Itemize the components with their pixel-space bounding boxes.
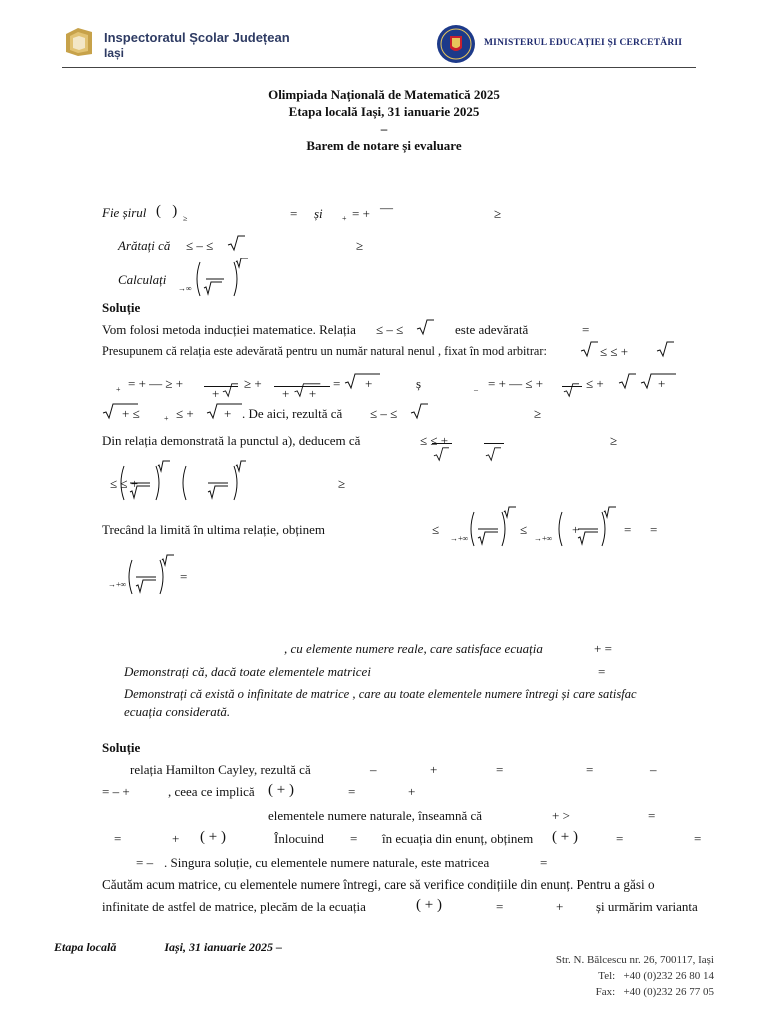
p2-sol-op: – — [650, 762, 657, 777]
p1-sol-line-4-b: ≤ + — [176, 406, 194, 421]
p2-sol-line-4-i: = — [694, 831, 702, 846]
p2-sol-line-3-ops: + > — [552, 808, 570, 823]
p1-sol-line-4-text: . De aici, rezultă că — [242, 406, 343, 421]
sqrt-icon — [563, 382, 579, 403]
p1-part-b: Calculați — [118, 272, 167, 287]
p1-sol-line-5-rel: ≤ ≤ + — [420, 433, 449, 448]
p2-sol-op: – — [370, 762, 377, 777]
inspectorate-name: Inspectoratul Școlar Județean — [104, 30, 290, 45]
p2-sol-line-5-a: = – — [136, 855, 154, 870]
sqrt-icon — [416, 318, 434, 341]
p1-sol-line-3-e: = + — ≤ + — [488, 376, 544, 391]
p1-sol-line-3-c: = — [333, 376, 341, 391]
footer-tel-number: +40 (0)232 26 80 14 — [623, 970, 714, 982]
p1-sol-line-4-geq: ≥ — [534, 406, 542, 421]
p2-sol-op: + — [430, 762, 438, 777]
p1-sol-line-2: Presupunem că relația este adevărată pentru un număr natural nenul , fixat în mod arbitrar: — [102, 344, 547, 358]
p1-sub-plus: + — [116, 385, 121, 394]
p2-part-a-eq: = — [598, 664, 606, 679]
p2-solution-title: Soluție — [102, 740, 141, 755]
p1-sol-line-3-den: + — [212, 386, 220, 401]
p1-sol-line-3-g: + — [658, 376, 666, 391]
p1-sol-line-3-f: ≤ + — [586, 376, 604, 391]
p2-sol-line-4-e: = — [350, 831, 358, 846]
p1-sol-line-8-expr — [124, 554, 180, 605]
header-divider — [62, 67, 696, 68]
title-line-1: Olimpiada Națională de Matematică 2025 — [268, 87, 500, 102]
p1-sol-line-7-eq1: = — [624, 522, 632, 537]
p1-statement-prefix: Fie șirul — [102, 205, 147, 220]
p1-sol-line-6-geq: ≥ — [338, 476, 346, 491]
footer-stage-date: Iași, 31 ianuarie 2025 – — [164, 940, 283, 954]
fraction-bar — [484, 443, 504, 444]
p1-sol-line-4-c: + — [224, 406, 232, 421]
p1-sol-line-7: Trecând la limită în ultima relație, obținem — [102, 522, 325, 537]
p2-statement-eq: + = — [594, 641, 612, 656]
p1-sol-line-1-rel: ≤ – ≤ — [376, 322, 404, 337]
footer-tel — [484, 968, 714, 984]
p1-sol-line-3-s: ș — [416, 376, 422, 391]
sqrt-icon — [580, 340, 598, 363]
p1-sol-line-1-eq: = — [582, 322, 590, 337]
p2-part-b-line-1: Demonstrați că există o infinitate de matrice , care au toate elementele numere întregi și care satisfac — [124, 687, 637, 701]
p1-sol-line-2-rel: ≤ ≤ + — [600, 344, 629, 359]
p2-sol-line-4-h: = — [616, 831, 624, 846]
p1-sol-line-8-eq: = — [180, 569, 188, 584]
sqrt-icon — [222, 382, 238, 403]
p2-sol-line-2-b: , ceea ce implică — [168, 784, 255, 799]
sqrt-icon — [227, 234, 245, 257]
p1-si: și — [314, 206, 323, 221]
p2-sol-line-4-d: Înlocuind — [274, 831, 324, 846]
p1-recurrence: = + — [352, 206, 370, 221]
romania-coat-of-arms-icon — [436, 24, 476, 64]
p2-sol-line-5-c: = — [540, 855, 548, 870]
ministry-name: MINISTERUL EDUCAȚIEI ȘI CERCETĂRII — [484, 38, 683, 48]
p1-sol-line-7-lim1: →+∞ — [450, 534, 469, 543]
isj-logo-icon — [64, 26, 94, 58]
p1-sol-line-7-expr — [466, 506, 626, 557]
p2-sol-line-2-d: = — [348, 784, 356, 799]
sqrt-icon — [656, 340, 674, 363]
p1-sol-line-7-plus: + — [572, 522, 580, 537]
p1-sol-line-7-eq2: = — [650, 522, 658, 537]
p2-sol-line-7-a: infinitate de astfel de matrice, plecăm de la ecuația — [102, 899, 366, 914]
p1-sol-line-6-expr — [116, 460, 246, 511]
p1-subscript: ≥ — [183, 214, 188, 223]
p1-solution-title: Soluție — [102, 300, 141, 315]
footer-fax-number: +40 (0)232 26 77 05 — [623, 986, 714, 998]
sqrt-icon — [485, 446, 501, 467]
p2-sol-line-2-c: ( + ) — [268, 782, 294, 798]
p1-sol-line-1-end: este adevărată — [455, 322, 529, 337]
p2-sol-line-7-b: ( + ) — [416, 897, 442, 913]
p1-sol-line-7-rel2: ≤ — [520, 522, 528, 537]
p1-sol-line-1: Vom folosi metoda inducției matematice. Relația — [102, 322, 356, 337]
p1-sol-line-3-den2: + + — [282, 386, 317, 401]
footer-tel-label: Tel: — [598, 970, 616, 982]
p1-eq: = — [290, 206, 298, 221]
p2-sol-op: = — [586, 762, 594, 777]
p1-sol-line-3-a: = + — ≥ + — [128, 376, 184, 391]
footer-stage-label: Etapa locală — [54, 940, 117, 954]
p2-sol-line-4-f: în ecuația din enunț, obținem — [382, 831, 534, 846]
p1-sol-line-3-b: ≥ + — [244, 376, 262, 391]
sqrt-icon — [618, 372, 636, 395]
p1-sub-plus: + — [164, 414, 169, 423]
p1-part-a-geq: ≥ — [356, 238, 364, 253]
inspectorate-city: Iași — [104, 46, 125, 60]
p2-sol-line-4-a: = — [114, 831, 122, 846]
p1-sol-line-3-d: + — [365, 376, 373, 391]
p1-sub-minus: – — [474, 385, 478, 394]
p2-part-a: Demonstrați că, dacă toate elementele matricei — [124, 664, 371, 679]
p2-sol-line-2-e: + — [408, 784, 416, 799]
p2-sol-line-4-b: + — [172, 831, 180, 846]
p2-sol-line-7-e: și urmărim varianta — [596, 899, 698, 914]
p2-sol-line-7-c: = — [496, 899, 504, 914]
footer-fax-label: Fax: — [595, 986, 616, 998]
sqrt-icon — [292, 382, 322, 403]
p2-sol-line-2-a: = – + — [102, 784, 130, 799]
p1-sol-line-6-rel: ≤ ≤ + — [110, 476, 139, 491]
title-line-4: Barem de notare și evaluare — [306, 138, 462, 153]
p2-sol-line-4-c: ( + ) — [200, 829, 226, 845]
p1-sol-line-4-rel: ≤ – ≤ — [370, 406, 398, 421]
p2-sol-op: = — [496, 762, 504, 777]
footer-stage — [54, 940, 282, 955]
p1-limit-sub: →∞ — [178, 284, 192, 293]
p1-part-b-expr — [194, 258, 250, 305]
p1-sol-line-7-lim2: →+∞ — [534, 534, 553, 543]
title-line-2: Etapa locală Iași, 31 ianuarie 2025 — [288, 104, 480, 119]
p1-sol-line-5: Din relația demonstrată la punctul a), deducem că — [102, 433, 361, 448]
fraction-bar — [432, 443, 452, 444]
p1-dash: — — [380, 200, 393, 215]
p1-part-a-rel: ≤ – ≤ — [186, 238, 214, 253]
p2-sol-line-4-g: ( + ) — [552, 829, 578, 845]
p1-part-a: Arătați că — [118, 238, 171, 253]
p2-sol-line-1: relația Hamilton Cayley, rezultă că — [130, 762, 311, 777]
p2-sol-line-5-b: . Singura soluție, cu elementele numere naturale, este matricea — [164, 855, 490, 870]
sqrt-icon — [433, 446, 449, 467]
p2-part-b-line-2: ecuația considerată. — [124, 704, 231, 719]
footer-fax — [484, 984, 714, 1000]
title-line-3: – — [380, 121, 388, 136]
p2-statement: , cu elemente numere reale, care satisface ecuația — [284, 641, 543, 656]
p2-sol-line-6: Căutăm acum matrice, cu elementele numere întregi, care să verifice condițiile din enunț. Pentru a găsi o — [102, 877, 655, 892]
p2-sol-line-7-d: + — [556, 899, 564, 914]
p2-sol-line-3-eq: = — [648, 808, 656, 823]
p1-paren: ( ) — [156, 203, 178, 219]
p2-sol-line-3: elementele numere naturale, înseamnă că — [268, 808, 483, 823]
sqrt-icon — [344, 372, 380, 395]
p1-sol-line-7-rel1: ≤ — [432, 522, 440, 537]
p1-sol-line-5-geq: ≥ — [610, 433, 618, 448]
p1-geq: ≥ — [494, 206, 502, 221]
footer-address-block — [484, 952, 714, 1000]
p1-sol-line-4-a: + ≤ — [122, 406, 140, 421]
p1-sol-line-8-lim: →+∞ — [108, 580, 127, 589]
sqrt-icon — [410, 402, 428, 425]
footer-address: Str. N. Bălcescu nr. 26, 700117, Iași — [555, 954, 714, 966]
p1-sub-plus: + — [342, 214, 347, 223]
